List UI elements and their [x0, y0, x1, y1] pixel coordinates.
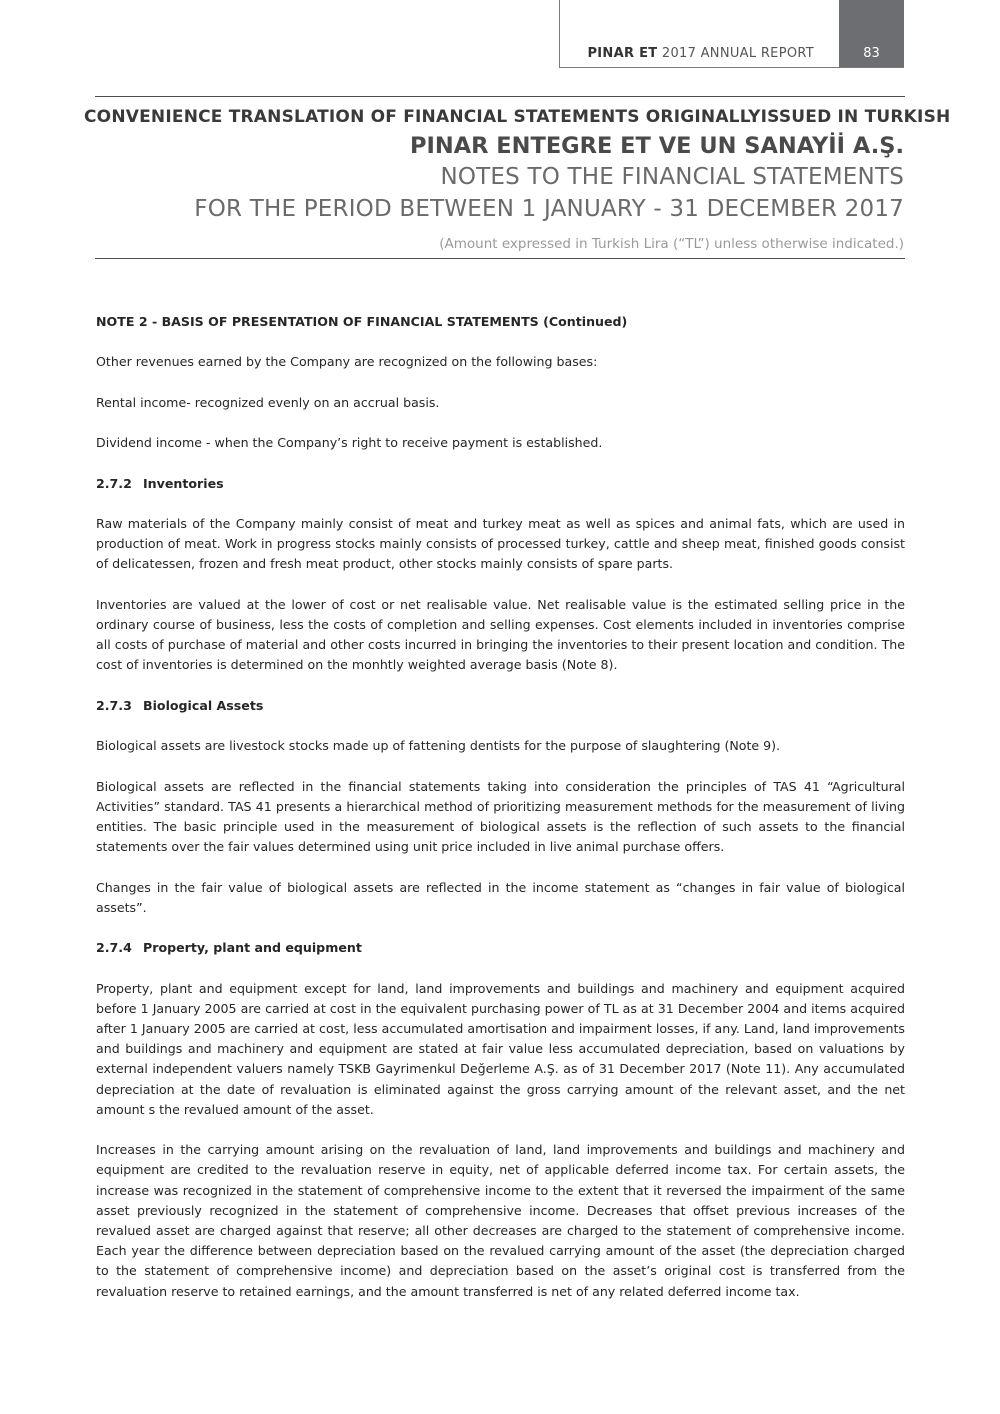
title-bottom-rule: [95, 258, 905, 259]
running-header-title: [587, 46, 814, 61]
paragraph-ppe-1: Property, plant and equipment except for land, land improvements and buildings and machinery and equipment acquired before 1 January 2005 are carried at cost in the equivalent purchasing power of TL as at 31 December 2004 and items acquired after 1 January 2005 are carried at cost, less accumulated amortisation and impairment losses, if any. Land, land improvements and buildings and machinery and equipment are stated at fair value less accumulated depreciation, based on valuations by external independent valuers namely TSKB Gayrimenkul Değerleme A.Ş. as of 31 December 2017 (Note 11). Any accumulated depreciation at the date of revaluation is eliminated against the gross carrying amount of the relevant asset, and the net amount s the revalued amount of the asset.: [96, 980, 905, 1117]
section-title: Inventories: [143, 475, 224, 491]
section-title: Biological Assets: [143, 697, 264, 713]
paragraph-inventories-2: Inventories are valued at the lower of cost or net realisable value. Net realisable value is the estimated selling price in the ordinary course of business, less the costs of completion and selling expenses. Cost elements included in inventories comprise all costs of purchase of material and other costs incurred in bringing the inventories to their present location and condition. The cost of inventories is determined on the monhtly weighted average basis (Note 8).: [96, 596, 905, 673]
paragraph-biological-assets-3: Changes in the fair value of biological assets are reflected in the income statement as “changes in fair value of biological assets”.: [96, 879, 905, 915]
title-top-rule: [95, 96, 905, 97]
section-heading-biological-assets: [96, 696, 905, 716]
section-number: 2.7.2: [96, 475, 132, 491]
running-header: [559, 0, 904, 68]
translation-notice: CONVENIENCE TRANSLATION OF FINANCIAL STATEMENTS ORIGINALLYISSUED IN TURKISH: [84, 107, 951, 127]
paragraph-inventories-1: Raw materials of the Company mainly consist of meat and turkey meat as well as spices and animal fats, which are used in production of meat. Work in progress stocks mainly consists of processed turkey, cattle and sheep meat, finished goods consist of delicatessen, frozen and fresh meat product, other stocks mainly consists of spare parts.: [96, 515, 905, 572]
paragraph-dividend-income: Dividend income - when the Company’s right to receive payment is established.: [96, 435, 603, 451]
running-header-report: 2017 ANNUAL REPORT: [657, 46, 814, 61]
currency-note: (Amount expressed in Turkish Lira (“TL”) unless otherwise indicated.): [439, 236, 904, 252]
note-heading: NOTE 2 - BASIS OF PRESENTATION OF FINANCIAL STATEMENTS (Continued): [96, 314, 628, 329]
period-title: FOR THE PERIOD BETWEEN 1 JANUARY - 31 DECEMBER 2017: [194, 196, 904, 222]
section-heading-inventories: [96, 474, 905, 494]
section-number: 2.7.3: [96, 697, 132, 713]
paragraph-biological-assets-2: Biological assets are reflected in the financial statements taking into consideration the principles of TAS 41 “Agricultural Activities” standard. TAS 41 presents a hierarchical method of prioritizing measurement methods for the measurement of living entities. The basic principle used in the measurement of biological assets is the reflection of such assets to the financial statements over the fair values determined using unit price included in live animal purchase offers.: [96, 778, 905, 855]
section-heading-ppe: [96, 938, 905, 958]
section-title: Property, plant and equipment: [143, 940, 362, 956]
paragraph-biological-assets-1: Biological assets are livestock stocks made up of fattening dentists for the purpose of slaughtering (Note 9).: [96, 738, 781, 754]
paragraph-rental-income: Rental income- recognized evenly on an accrual basis.: [96, 394, 440, 410]
running-header-brand: PINAR ET: [587, 46, 658, 61]
document-title: NOTES TO THE FINANCIAL STATEMENTS: [440, 164, 904, 190]
paragraph-other-revenues: Other revenues earned by the Company are recognized on the following bases:: [96, 354, 598, 370]
paragraph-ppe-2: Increases in the carrying amount arising on the revaluation of land, land improvements and buildings and machinery and equipment are credited to the revaluation reserve in equity, net of applicable deferred income tax. For certain assets, the increase was recognized in the statement of comprehensive income to the extent that it reversed the impairment of the same asset previously recognized in the statement of comprehensive income. Decreases that offset previous increases of the revalued asset are charged against that reserve; all other decreases are charged to the statement of comprehensive income. Each year the difference between depreciation based on the revalued carrying amount of the asset (the depreciation charged to the statement of comprehensive income) and depreciation based on the asset’s original cost is transferred from the revaluation reserve to retained earnings, and the amount transferred is net of any related deferred income tax.: [96, 1142, 905, 1299]
company-name: PINAR ENTEGRE ET VE UN SANAYİİ A.Ş.: [410, 133, 904, 159]
page-number: 83: [839, 0, 904, 67]
section-number: 2.7.4: [96, 940, 132, 956]
title-block: [84, 106, 951, 253]
page-body: [96, 312, 905, 1322]
